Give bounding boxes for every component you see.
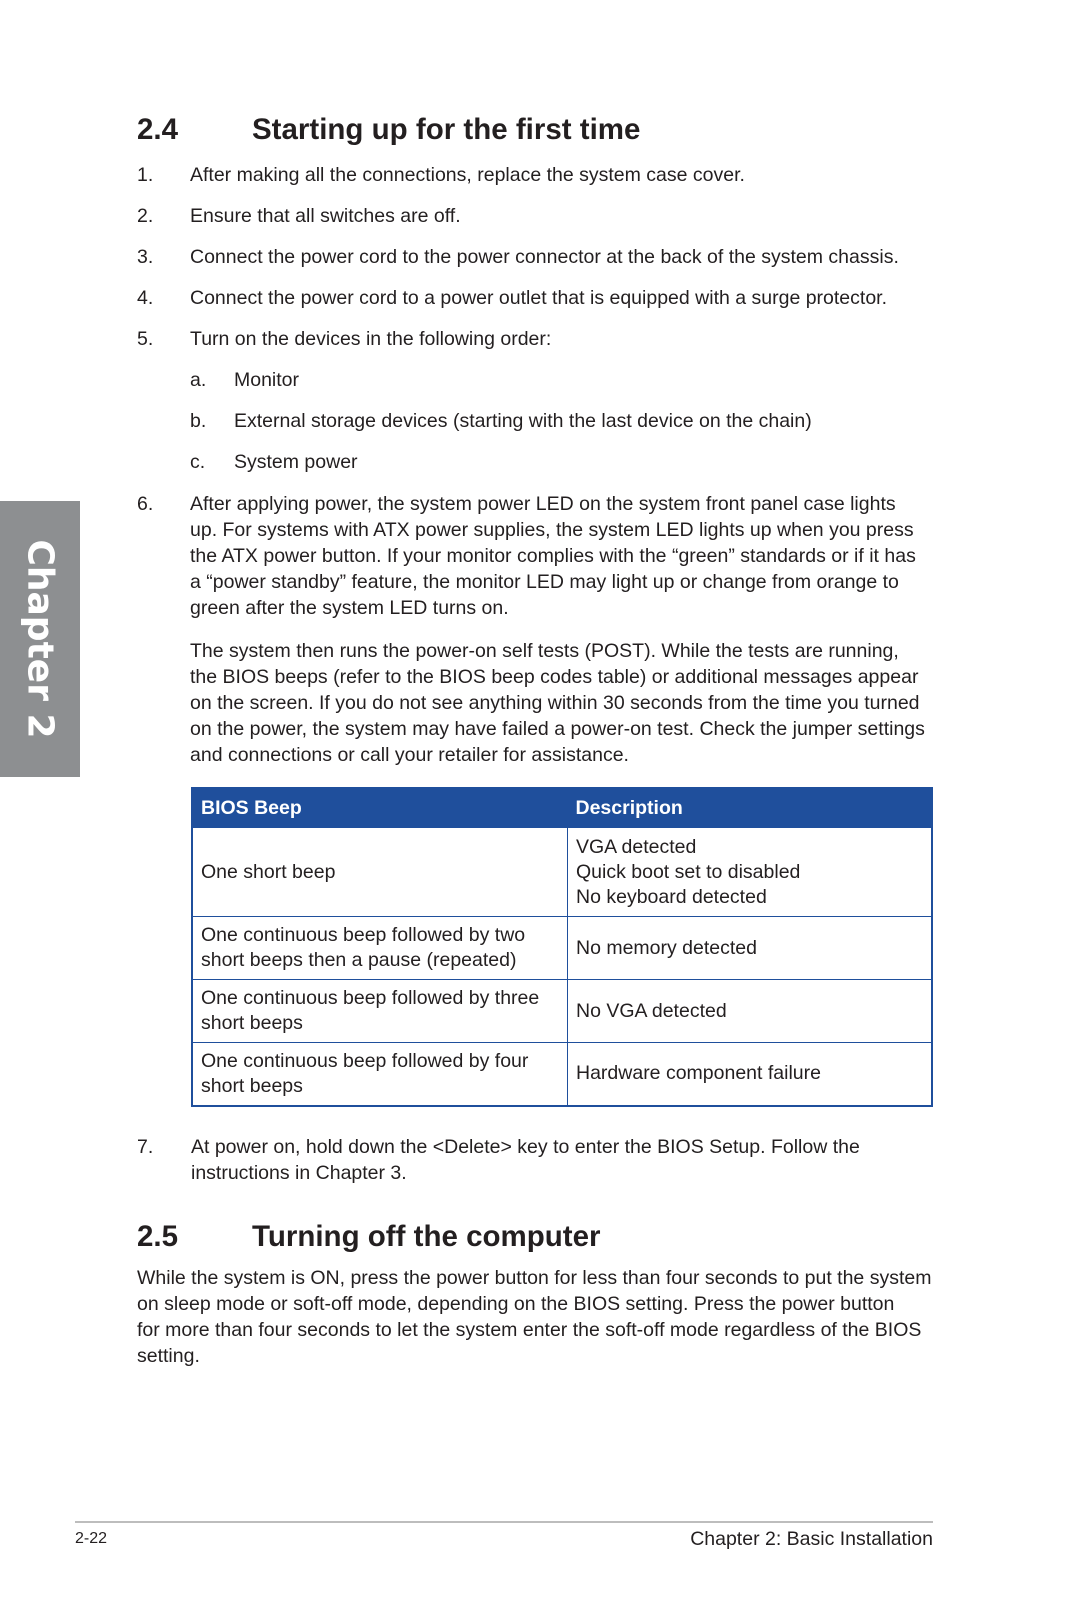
text-line: The system then runs the power-on self tests (POST). While the tests are running,: [190, 640, 899, 662]
step-text: Connect the power cord to a power outlet that is equipped with a surge protector.: [190, 287, 888, 309]
text-line: a “power standby” feature, the monitor LED may light up or change from orange to: [190, 571, 899, 593]
section-title: Turning off the computer: [252, 1220, 601, 1253]
text-line: the ATX power button. If your monitor complies with the “green” standards or if it has: [190, 545, 916, 567]
step-text: Ensure that all switches are off.: [190, 205, 461, 227]
section-number: 2.4: [137, 113, 179, 146]
section-number: 2.5: [137, 1220, 179, 1253]
substep-text: Monitor: [234, 369, 300, 391]
text-line: on sleep mode or soft-off mode, depending on the BIOS setting. Press the power button: [137, 1293, 895, 1315]
text-line: setting.: [137, 1345, 200, 1367]
substep-letter: b.: [190, 410, 207, 432]
table-header-cell: BIOS Beep: [192, 788, 568, 828]
cell-line: Hardware component failure: [576, 1062, 821, 1085]
cell-line: One continuous beep followed by three: [201, 987, 540, 1009]
cell-line: One continuous beep followed by four: [201, 1049, 529, 1072]
substep-letter: c.: [190, 451, 206, 473]
text-line: After applying power, the system power LED on the system front panel case lights: [190, 493, 896, 515]
section-2-5-body: [137, 1265, 933, 1369]
text-line: on the screen. If you do not see anything within 30 seconds from the time you turned: [190, 692, 920, 714]
text-line: up. For systems with ATX power supplies, the system LED lights up when you press: [190, 519, 914, 541]
table-cell-description: [568, 828, 933, 917]
step-number: 7.: [137, 1136, 154, 1158]
cell-line: No VGA detected: [576, 999, 727, 1022]
step-text: [191, 1134, 931, 1186]
table-cell-description: [568, 980, 933, 1043]
cell-line: short beeps: [201, 1012, 303, 1034]
chapter-side-tab: [0, 501, 80, 777]
text-line: At power on, hold down the <Delete> key to enter the BIOS Setup. Follow the: [191, 1136, 860, 1158]
post-paragraph: [190, 638, 930, 768]
page-number: 2-22: [75, 1530, 108, 1547]
text-line: and connections or call your retailer for assistance.: [190, 744, 629, 766]
step-number: 1.: [137, 164, 154, 186]
step-number: 3.: [137, 246, 154, 268]
step-number: 4.: [137, 287, 154, 309]
bios-beep-table: [191, 787, 933, 1107]
table-row: [192, 980, 932, 1043]
text-line: green after the system LED turns on.: [190, 597, 509, 619]
chapter-side-tab-label: Chapter 2: [19, 539, 61, 739]
step-number: 5.: [137, 328, 154, 350]
footer-divider: [75, 1521, 933, 1523]
step-text: Connect the power cord to the power connector at the back of the system chassis.: [190, 246, 899, 268]
step-text: Turn on the devices in the following order:: [190, 328, 552, 350]
table-header-cell: Description: [568, 788, 933, 828]
cell-line: One short beep: [201, 860, 336, 883]
step-number: 6.: [137, 493, 154, 515]
table-cell-beep: [192, 1043, 568, 1106]
table-cell-description: [568, 1043, 933, 1106]
step-text: After making all the connections, replace the system case cover.: [190, 164, 745, 186]
text-line: the BIOS beeps (refer to the BIOS beep codes table) or additional messages appear: [190, 666, 919, 688]
substep-text: External storage devices (starting with the last device on the chain): [234, 410, 812, 432]
text-line: on the power, the system may have failed a power-on test. Check the jumper settings: [190, 718, 925, 740]
text-line: instructions in Chapter 3.: [191, 1162, 407, 1184]
cell-line: VGA detected: [576, 835, 697, 858]
cell-line: Quick boot set to disabled: [576, 860, 801, 883]
cell-line: One continuous beep followed by two: [201, 924, 526, 946]
table-row: [192, 917, 932, 980]
text-line: While the system is ON, press the power button for less than four seconds to put the system: [137, 1267, 932, 1289]
section-title: Starting up for the first time: [252, 113, 641, 146]
text-line: for more than four seconds to let the system enter the soft-off mode regardless of the BIOS: [137, 1319, 922, 1341]
substep-letter: a.: [190, 369, 207, 391]
table-cell-beep: [192, 980, 568, 1043]
table-header-row: [192, 788, 932, 828]
table-row: [192, 828, 932, 917]
cell-line: No keyboard detected: [576, 885, 767, 908]
table-cell-beep: [192, 828, 568, 917]
step-number: 2.: [137, 205, 154, 227]
step-text: [190, 491, 930, 621]
footer-chapter-title: Chapter 2: Basic Installation: [690, 1528, 933, 1550]
table-cell-beep: [192, 917, 568, 980]
substep-text: System power: [234, 451, 358, 473]
table-cell-description: [568, 917, 933, 980]
table-row: [192, 1043, 932, 1106]
cell-line: short beeps: [201, 1074, 303, 1097]
cell-line: short beeps then a pause (repeated): [201, 949, 517, 971]
cell-line: No memory detected: [576, 936, 757, 959]
